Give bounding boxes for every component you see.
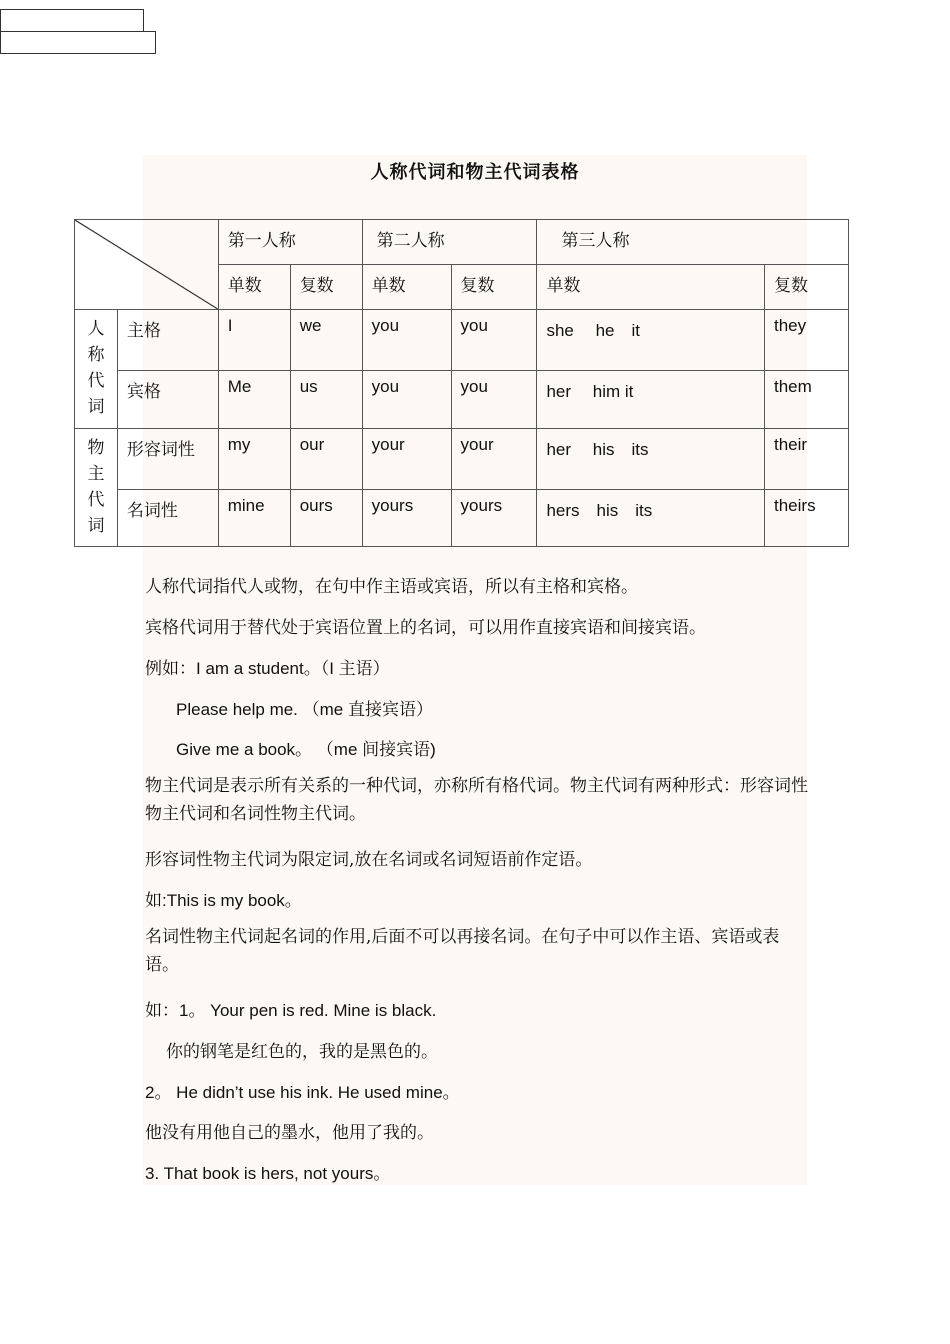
table-cell: her him it [537, 371, 765, 429]
group-label-char: 主 [87, 464, 105, 484]
row-label-adjectival: 形容词性 [117, 429, 218, 490]
table-cell: she he it [537, 310, 765, 371]
table-cell: you [362, 310, 451, 371]
table-cell: mine [218, 490, 290, 547]
table-cell: ours [290, 490, 362, 547]
header-singular: 单数 [537, 265, 765, 310]
group-label-char: 人 [87, 319, 105, 339]
group-label-possessive [75, 429, 118, 547]
paragraph: 宾格代词用于替代处于宾语位置上的名词，可以用作直接宾语和间接宾语。 [145, 618, 706, 638]
table-cell: they [765, 310, 849, 371]
table-cell: you [362, 371, 451, 429]
table-cell: I [218, 310, 290, 371]
group-label-char: 称 [87, 345, 105, 365]
table-cell: us [290, 371, 362, 429]
table-cell: my [218, 429, 290, 490]
header-first-person: 第一人称 [218, 220, 362, 265]
header-box-2 [0, 31, 156, 54]
diagonal-line [75, 220, 218, 309]
example-line: Please help me. （me 直接宾语） [176, 700, 433, 719]
group-label-char: 代 [87, 371, 105, 391]
table-cell: Me [218, 371, 290, 429]
example-line: 如：1。 Your pen is red. Mine is black. [145, 1001, 437, 1020]
translation-line: 你的钢笔是红色的，我的是黑色的。 [166, 1042, 438, 1062]
example-line: 2。 He didn’t use his ink. He used mine。 [145, 1083, 460, 1102]
header-third-person: 第三人称 [537, 220, 849, 265]
example-line: Give me a book。 （me 间接宾语) [176, 740, 436, 759]
header-plural: 复数 [451, 265, 537, 310]
translation-line: 他没有用他自己的墨水，他用了我的。 [145, 1123, 434, 1143]
table-cell: her his its [537, 429, 765, 490]
example-line: 如:This is my book。 [145, 891, 302, 910]
header-singular: 单数 [218, 265, 290, 310]
table-cell: yours [451, 490, 537, 547]
paragraph: 物主代词是表示所有关系的一种代词，亦称所有格代词。物主代词有两种形式：形容词性物主代词和名词性物主代词。 [145, 776, 808, 824]
header-singular: 单数 [362, 265, 451, 310]
table-cell: yours [362, 490, 451, 547]
header-second-person: 第二人称 [362, 220, 537, 265]
paragraph: 形容词性物主代词为限定词,放在名词或名词短语前作定语。 [145, 850, 593, 870]
example-line: 例如：I am a student。（I 主语） [145, 659, 390, 678]
group-label-char: 词 [87, 397, 105, 417]
row-label-nominal: 名词性 [117, 490, 218, 547]
group-label-char: 代 [87, 490, 105, 510]
table-cell: you [451, 371, 537, 429]
table-cell: we [290, 310, 362, 371]
header-plural: 复数 [290, 265, 362, 310]
table-cell: hers his its [537, 490, 765, 547]
table-cell: you [451, 310, 537, 371]
table-cell: their [765, 429, 849, 490]
header-plural: 复数 [765, 265, 849, 310]
diagonal-header-cell [75, 220, 219, 310]
table-cell: them [765, 371, 849, 429]
header-box-1 [0, 9, 144, 32]
example-line: 3. That book is hers, not yours。 [145, 1164, 391, 1183]
page-title: 人称代词和物主代词表格 [370, 162, 580, 183]
group-label-char: 物 [87, 438, 105, 458]
table-cell: theirs [765, 490, 849, 547]
paragraph: 名词性物主代词起名词的作用,后面不可以再接名词。在句子中可以作主语、宾语或表语。 [145, 927, 780, 975]
table-cell: your [362, 429, 451, 490]
paragraph: 人称代词指代人或物，在句中作主语或宾语，所以有主格和宾格。 [145, 577, 638, 597]
row-label-objective: 宾格 [117, 371, 218, 429]
group-label-char: 词 [87, 516, 105, 536]
pronoun-table [74, 219, 849, 547]
row-label-subjective: 主格 [117, 310, 218, 371]
table-cell: our [290, 429, 362, 490]
group-label-personal [75, 310, 118, 429]
table-cell: your [451, 429, 537, 490]
